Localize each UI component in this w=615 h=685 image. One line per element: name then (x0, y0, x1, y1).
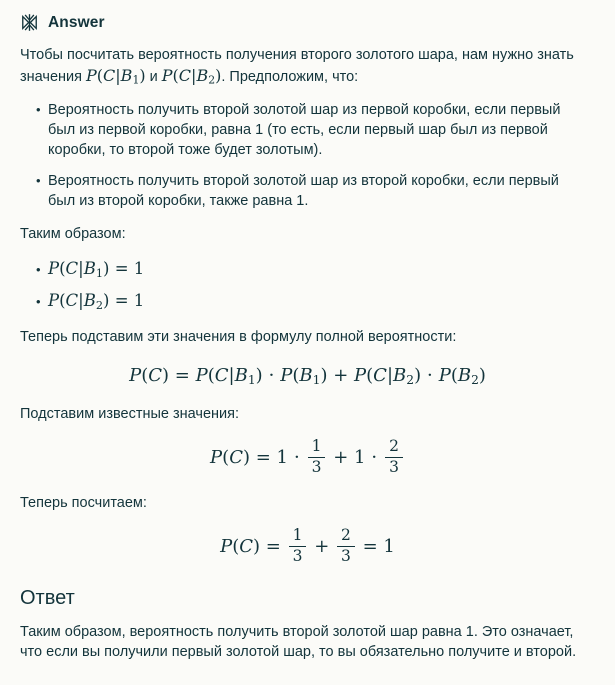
math-expression-total-probability: $P(C) = P(C|B_1) \cdot P(B_1) + P(C|B_2) \cdot P(B_2)$ (129, 364, 486, 387)
formula-computed (20, 527, 595, 566)
bullet-dot-icon: • (36, 262, 41, 278)
inline-math-pcb2: $P(C|B_2)$ (161, 66, 222, 88)
math-expression-pcb2: $P(C|B_2) = 1$ (48, 291, 145, 312)
thus-label: Таким образом: (20, 226, 126, 243)
bullet-dot-icon: • (36, 102, 41, 118)
intro-text-3: . Предположим, что: (221, 69, 359, 86)
list-item (20, 257, 595, 282)
substitute-known-label: Подставим известные значения: (20, 406, 239, 423)
sparkle-asterisk-icon (20, 13, 39, 32)
list-item (20, 171, 595, 211)
bullet-dot-icon: • (36, 173, 41, 189)
conclusion-paragraph: Таким образом, вероятность получить второй золотой шар равна 1. Это означает, что если вы получили первый золотой шар, то вы обязательно получите и второй. (20, 623, 577, 660)
fraction (337, 527, 355, 566)
list-item (20, 100, 595, 160)
fraction-numerator: 2 (385, 438, 403, 458)
formula-substituted (20, 438, 595, 477)
fraction-denominator: 3 (292, 546, 303, 565)
bullet-text: Вероятность получить второй золотой шар из второй коробки, если первый был из второй коробки, также равна 1. (48, 173, 559, 210)
substitute-into-formula-label: Теперь подставим эти значения в формулу полной вероятности: (20, 328, 457, 345)
fraction-denominator: 3 (311, 458, 322, 477)
answer-title: Answer (48, 14, 105, 31)
fraction-numerator: 1 (289, 527, 307, 547)
math-expression-pcb1: $P(C|B_1) = 1$ (48, 259, 145, 281)
math-expression-tail: = 1 (356, 535, 395, 557)
fraction-numerator: 2 (337, 527, 355, 547)
intro-paragraph (20, 45, 595, 87)
bullet-text: Вероятность получить второй золотой шар из первой коробки, если первый был из первой коробки, равна 1 (то есть, если первый шар был из первой коробки, то второй тоже будет золотым). (48, 102, 561, 159)
math-expression-lead: P(C) = 1 ⋅ (210, 446, 306, 468)
math-bullet-list (20, 257, 595, 314)
fraction-denominator: 3 (389, 458, 399, 477)
fraction (308, 438, 326, 477)
fraction (289, 527, 307, 566)
intro-text-2: и (145, 69, 162, 86)
intro-text-1: Чтобы посчитать вероятность получения второго золотого шара, нам нужно знать значения (20, 47, 574, 86)
bullet-dot-icon: • (36, 293, 41, 309)
answer-header (20, 12, 595, 33)
math-expression-lead: P(C) = (220, 535, 287, 557)
now-compute-label: Теперь посчитаем: (20, 494, 147, 511)
assumption-bullet-list (20, 100, 595, 211)
fraction (385, 438, 403, 477)
math-expression-mid: + 1 ⋅ (327, 446, 384, 468)
formula-total-probability (20, 364, 595, 387)
fraction-denominator: 3 (341, 546, 351, 565)
list-item (20, 289, 595, 314)
fraction-numerator: 1 (308, 438, 326, 458)
math-expression-mid: + (308, 535, 336, 557)
inline-math-pcb1: $P(C|B_1)$ (86, 66, 146, 88)
answer-section-title: Ответ (20, 586, 75, 609)
